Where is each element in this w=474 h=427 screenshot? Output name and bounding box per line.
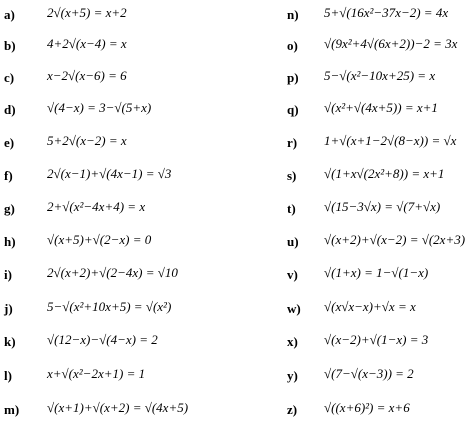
equation: x+√(x²−2x+1) = 1 — [47, 366, 146, 381]
exercise-row — [0, 329, 237, 359]
equation: 4+2√(x−4) = x — [47, 36, 127, 51]
exercise-label: f) — [4, 168, 13, 183]
exercise-label: z) — [287, 402, 298, 417]
exercise-label: c) — [4, 70, 15, 85]
equation: √(x−2)+√(1−x) = 3 — [324, 332, 429, 347]
equation: 2+√(x²−4x+4) = x — [47, 199, 146, 214]
exercise-label: p) — [287, 70, 299, 85]
exercise-row — [0, 97, 237, 127]
exercise-row — [237, 2, 474, 32]
exercise-label: q) — [287, 102, 299, 117]
equation: √(9x²+4√(6x+2))−2 = 3x — [324, 36, 458, 51]
exercise-label: h) — [4, 234, 16, 249]
right-column — [237, 0, 474, 427]
exercise-row — [237, 397, 474, 427]
equation: √(12−x)−√(4−x) = 2 — [47, 332, 158, 347]
equation: √(1+x) = 1−√(1−x) — [324, 265, 429, 280]
equation: 2√(x+5) = x+2 — [47, 5, 127, 20]
exercise-label: i) — [4, 267, 12, 282]
equation: 2√(x−1)+√(4x−1) = √3 — [47, 166, 172, 181]
equation: 5−√(x²−10x+25) = x — [324, 68, 436, 83]
exercise-row — [0, 163, 237, 193]
exercise-row — [0, 196, 237, 226]
equation: √(7−√(x−3)) = 2 — [324, 366, 414, 381]
exercise-label: s) — [287, 168, 297, 183]
exercise-label: m) — [4, 402, 20, 417]
exercise-label: b) — [4, 38, 16, 53]
equation: √(x+1)+√(x+2) = √(4x+5) — [47, 400, 189, 415]
exercise-row — [0, 397, 237, 427]
equation: 2√(x+2)+√(2−4x) = √10 — [47, 265, 178, 280]
exercise-row — [237, 329, 474, 359]
exercise-label: e) — [4, 135, 15, 150]
exercise-row — [237, 363, 474, 393]
exercise-label: y) — [287, 368, 298, 383]
exercise-label: d) — [4, 102, 16, 117]
exercise-row — [0, 65, 237, 95]
equation: 5+2√(x−2) = x — [47, 133, 127, 148]
exercise-label: n) — [287, 7, 299, 22]
exercise-label: v) — [287, 267, 298, 282]
exercise-label: w) — [287, 301, 301, 316]
exercise-row — [237, 296, 474, 326]
equation: √(x+5)+√(2−x) = 0 — [47, 232, 152, 247]
exercise-label: k) — [4, 334, 16, 349]
exercise-row — [237, 196, 474, 226]
exercise-row — [0, 33, 237, 63]
exercise-row — [237, 163, 474, 193]
exercise-row — [0, 363, 237, 393]
exercise-label: l) — [4, 368, 12, 383]
equation: √(1+x√(2x²+8)) = x+1 — [324, 166, 445, 181]
exercise-label: a) — [4, 7, 15, 22]
equation: √(15−3√x) = √(7+√x) — [324, 199, 441, 214]
equation: √(x²+√(4x+5)) = x+1 — [324, 100, 438, 115]
exercise-row — [0, 130, 237, 160]
exercise-label: x) — [287, 334, 298, 349]
exercise-label: g) — [4, 201, 15, 216]
equation: √(4−x) = 3−√(5+x) — [47, 100, 152, 115]
exercise-label: j) — [4, 301, 13, 316]
exercise-label: o) — [287, 38, 298, 53]
equation: 5+√(16x²−37x−2) = 4x — [324, 5, 449, 20]
equation: 5−√(x²+10x+5) = √(x²) — [47, 299, 172, 314]
exercise-row — [237, 33, 474, 63]
exercise-label: t) — [287, 201, 296, 216]
exercise-label: r) — [287, 135, 298, 150]
exercise-row — [0, 296, 237, 326]
exercise-row — [237, 97, 474, 127]
exercise-row — [237, 65, 474, 95]
exercise-row — [237, 229, 474, 259]
exercise-label: u) — [287, 234, 299, 249]
equation: x−2√(x−6) = 6 — [47, 68, 127, 83]
exercise-row — [0, 262, 237, 292]
exercise-row — [237, 130, 474, 160]
equation: √((x+6)²) = x+6 — [324, 400, 410, 415]
equation: √(x√x−x)+√x = x — [324, 299, 416, 314]
exercise-row — [0, 229, 237, 259]
exercise-row — [0, 2, 237, 32]
exercise-row — [237, 262, 474, 292]
equation: √(x+2)+√(x−2) = √(2x+3) — [324, 232, 466, 247]
equation: 1+√(x+1−2√(8−x)) = √x — [324, 133, 457, 148]
